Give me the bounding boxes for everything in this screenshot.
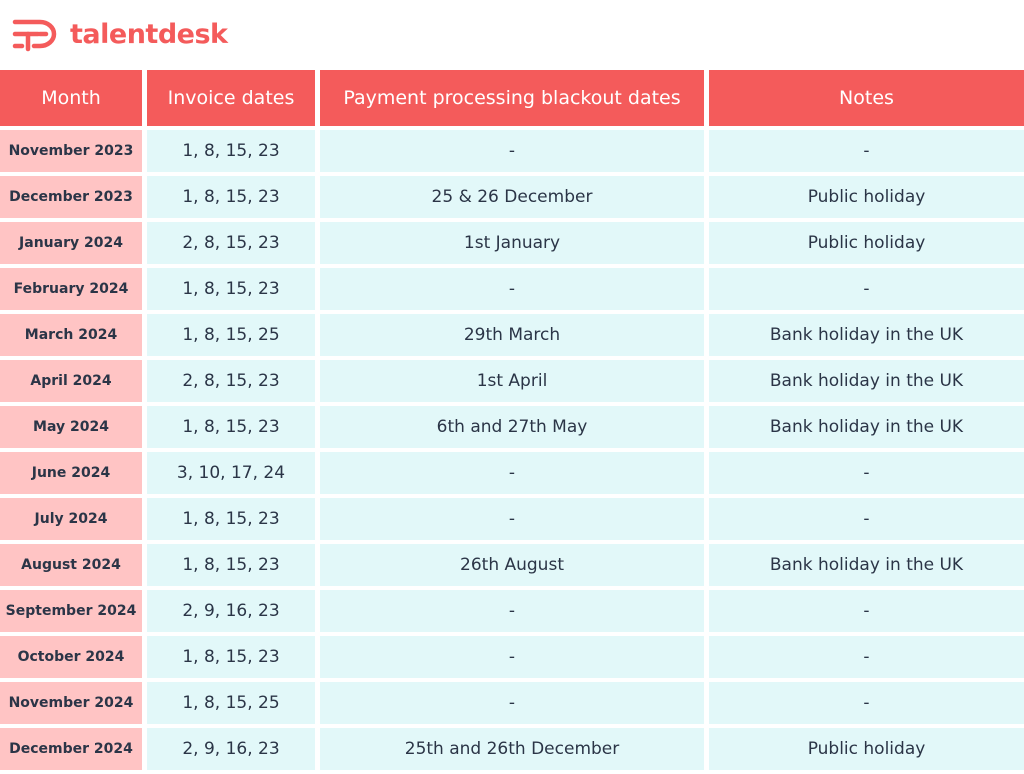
- cell-notes: -: [709, 498, 1024, 540]
- brand-logo: [12, 12, 228, 56]
- cell-invoice-dates: 1, 8, 15, 23: [147, 498, 315, 540]
- cell-blackout-dates: -: [320, 636, 704, 678]
- cell-blackout-dates: 1st April: [320, 360, 704, 402]
- table-row: [0, 130, 1024, 176]
- cell-notes: -: [709, 452, 1024, 494]
- cell-notes: Public holiday: [709, 176, 1024, 218]
- cell-invoice-dates: 3, 10, 17, 24: [147, 452, 315, 494]
- cell-notes: Bank holiday in the UK: [709, 360, 1024, 402]
- payment-schedule-table: [0, 70, 1024, 774]
- cell-blackout-dates: 26th August: [320, 544, 704, 586]
- cell-month: May 2024: [0, 406, 142, 448]
- cell-invoice-dates: 1, 8, 15, 23: [147, 268, 315, 310]
- cell-month: November 2023: [0, 130, 142, 172]
- table-row: [0, 268, 1024, 314]
- cell-invoice-dates: 2, 9, 16, 23: [147, 728, 315, 770]
- cell-notes: -: [709, 590, 1024, 632]
- cell-invoice-dates: 1, 8, 15, 23: [147, 636, 315, 678]
- table-row: [0, 360, 1024, 406]
- cell-invoice-dates: 1, 8, 15, 23: [147, 176, 315, 218]
- cell-invoice-dates: 1, 8, 15, 25: [147, 314, 315, 356]
- table-row: [0, 406, 1024, 452]
- table-row: [0, 544, 1024, 590]
- cell-invoice-dates: 1, 8, 15, 25: [147, 682, 315, 724]
- cell-notes: Bank holiday in the UK: [709, 314, 1024, 356]
- table-row: [0, 498, 1024, 544]
- cell-month: March 2024: [0, 314, 142, 356]
- talentdesk-logo-icon: [12, 14, 62, 54]
- cell-month: February 2024: [0, 268, 142, 310]
- cell-blackout-dates: 25th and 26th December: [320, 728, 704, 770]
- cell-month: June 2024: [0, 452, 142, 494]
- cell-notes: Bank holiday in the UK: [709, 544, 1024, 586]
- table-body: [0, 130, 1024, 774]
- cell-month: January 2024: [0, 222, 142, 264]
- cell-blackout-dates: 29th March: [320, 314, 704, 356]
- cell-month: April 2024: [0, 360, 142, 402]
- cell-month: September 2024: [0, 590, 142, 632]
- table-row: [0, 728, 1024, 774]
- cell-blackout-dates: 25 & 26 December: [320, 176, 704, 218]
- table-row: [0, 682, 1024, 728]
- cell-blackout-dates: 1st January: [320, 222, 704, 264]
- header-notes: Notes: [709, 70, 1024, 126]
- header-blackout-dates: Payment processing blackout dates: [320, 70, 704, 126]
- header-month: Month: [0, 70, 142, 126]
- cell-blackout-dates: 6th and 27th May: [320, 406, 704, 448]
- table-row: [0, 452, 1024, 498]
- table-row: [0, 222, 1024, 268]
- cell-invoice-dates: 2, 8, 15, 23: [147, 222, 315, 264]
- cell-invoice-dates: 1, 8, 15, 23: [147, 406, 315, 448]
- cell-notes: -: [709, 130, 1024, 172]
- cell-notes: -: [709, 682, 1024, 724]
- cell-invoice-dates: 2, 9, 16, 23: [147, 590, 315, 632]
- table-header-row: [0, 70, 1024, 126]
- header-invoice-dates: Invoice dates: [147, 70, 315, 126]
- cell-blackout-dates: -: [320, 268, 704, 310]
- cell-notes: -: [709, 636, 1024, 678]
- table-row: [0, 176, 1024, 222]
- cell-blackout-dates: -: [320, 498, 704, 540]
- cell-month: December 2023: [0, 176, 142, 218]
- cell-notes: Public holiday: [709, 728, 1024, 770]
- table-row: [0, 590, 1024, 636]
- cell-month: October 2024: [0, 636, 142, 678]
- table-row: [0, 314, 1024, 360]
- brand-name: talentdesk: [70, 18, 228, 50]
- cell-month: July 2024: [0, 498, 142, 540]
- cell-blackout-dates: -: [320, 590, 704, 632]
- cell-blackout-dates: -: [320, 130, 704, 172]
- cell-invoice-dates: 1, 8, 15, 23: [147, 130, 315, 172]
- cell-notes: Public holiday: [709, 222, 1024, 264]
- cell-blackout-dates: -: [320, 452, 704, 494]
- cell-blackout-dates: -: [320, 682, 704, 724]
- cell-notes: Bank holiday in the UK: [709, 406, 1024, 448]
- cell-month: December 2024: [0, 728, 142, 770]
- cell-invoice-dates: 2, 8, 15, 23: [147, 360, 315, 402]
- cell-month: November 2024: [0, 682, 142, 724]
- cell-month: August 2024: [0, 544, 142, 586]
- cell-notes: -: [709, 268, 1024, 310]
- table-row: [0, 636, 1024, 682]
- cell-invoice-dates: 1, 8, 15, 23: [147, 544, 315, 586]
